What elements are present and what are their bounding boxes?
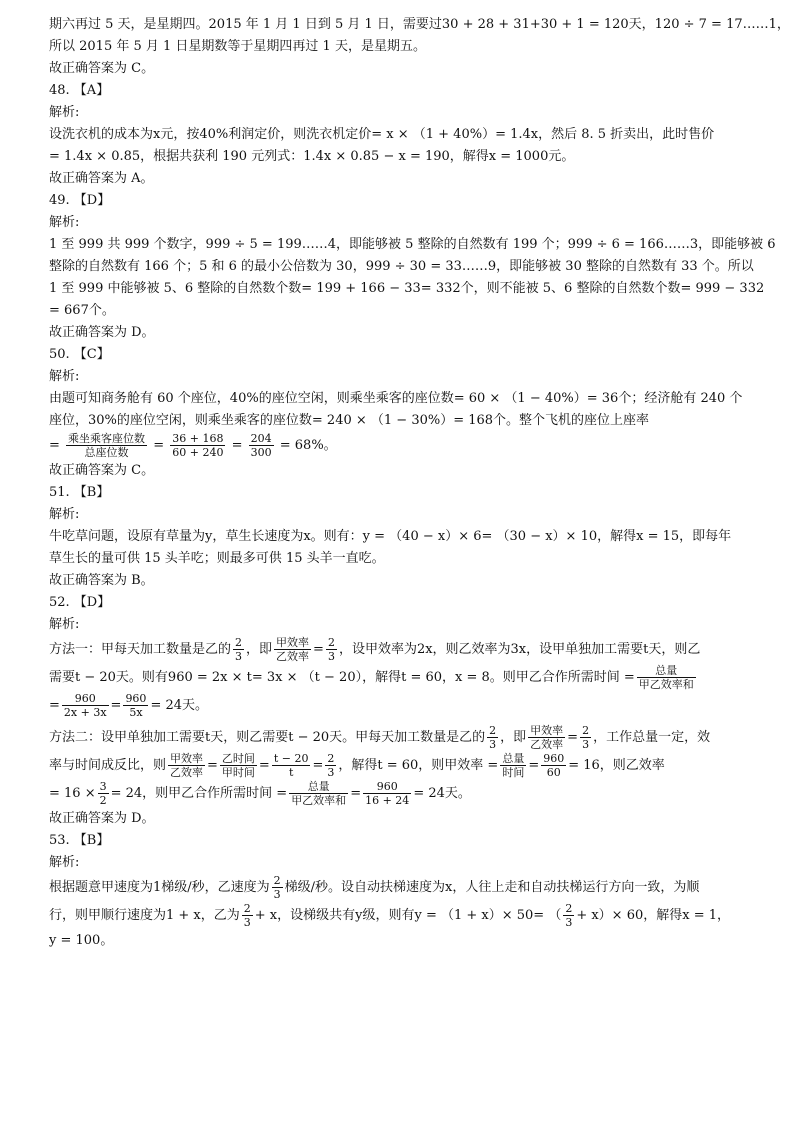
text-line: 1 至 999 中能够被 5、6 整除的自然数个数= 199 + 166 − 33= 332个，则不能被 5、6 整除的自然数个数= 999 − 332 [49,281,765,296]
text-run: = [49,698,60,713]
fraction [242,902,253,929]
question-number: 52. 【D】 [49,595,111,610]
question-number: 48. 【A】 [49,83,110,98]
analysis-label: 解析: [49,369,80,384]
fraction-numerator: 总量 [307,780,330,793]
fraction-numerator: 2 [327,636,335,649]
analysis-label: 解析: [49,105,80,120]
fraction [487,724,498,751]
conclusion-line: 故正确答案为 A。 [49,171,154,186]
fraction-numerator: 2 [327,752,335,765]
fraction [233,636,244,663]
text-run: = [350,786,362,801]
text-line: 所以 2015 年 5 月 1 日星期数等于星期四再过 1 天，是星期五。 [49,39,426,54]
text-run: = 24天。 [413,786,471,801]
text-run: = 16，则乙效率 [568,758,665,773]
fraction-denominator: 2 [99,794,107,807]
fraction-numerator: 960 [74,692,96,705]
text-run: = 24，则甲乙合作所需时间 = [110,786,288,801]
text-line: 座位，30%的座位空闲，则乘坐乘客的座位数= 240 × （1 − 30%）= 168个。整个飞机的座位上座率 [49,413,650,428]
text-line: 牛吃草问题，设原有草量为y，草生长速度为x。则有：y = （40 − x）× 6= （30 − x）× 10，解得x = 15，即每年 [49,529,732,544]
fraction [220,752,257,779]
fraction-denominator: 时间 [502,766,525,779]
text-run: = [110,698,122,713]
question-number: 53. 【B】 [49,833,110,848]
fraction-numerator: 36 + 168 [172,432,224,445]
fraction-numerator: 960 [376,780,398,793]
fraction-numerator: 总量 [655,664,678,677]
fraction-numerator: 2 [273,874,281,887]
formula-line [49,636,761,664]
text-line: = 667个。 [49,303,115,318]
text-line: 整除的自然数有 166 个；5 和 6 的最小公倍数为 30，999 ÷ 30 = 33……9，即能够被 30 整除的自然数有 33 个。所以 [49,259,754,274]
fraction [541,752,566,779]
text-run: ，设甲效率为2x，则乙效率为3x，设甲单独加工需要t天，则乙 [338,642,701,657]
fraction-denominator: 3 [235,650,243,663]
text-line: 期六再过 5 天，是星期四。2015 年 1 月 1 日到 5 月 1 日，需要过30 + 28 + 31+30 + 1 = 120天，120 ÷ 7 = 17……1， [49,17,790,32]
fraction-denominator: 甲乙效率和 [291,794,347,807]
formula-line [49,902,761,930]
text-run: = [313,642,324,657]
formula-line [49,780,761,808]
fraction-numerator: 2 [243,902,251,915]
text-run: + x）× 60，解得x = 1， [576,908,731,923]
fraction-numerator: 乘坐乘客座位数 [68,432,146,445]
text-line: 草生长的量可供 15 头羊吃；则最多可供 15 头羊一直吃。 [49,551,385,566]
fraction-numerator: 2 [235,636,243,649]
text-run: = [528,758,540,773]
fraction-denominator: 300 [250,446,272,459]
fraction-denominator: 3 [273,888,281,901]
fraction [637,664,696,691]
text-run: = [231,438,243,453]
fraction-numerator: 2 [565,902,573,915]
text-run: ，即 [500,730,527,745]
text-line: y = 100。 [49,933,114,948]
text-run: = 24天。 [150,698,209,713]
fraction-numerator: t − 20 [273,752,309,765]
fraction [62,692,109,719]
fraction-denominator: 3 [243,916,251,929]
fraction-denominator: 甲乙效率和 [638,678,694,691]
fraction [326,636,337,663]
fraction [66,432,147,459]
text-line: 由题可知商务舱有 60 个座位，40%的座位空闲，则乘坐乘客的座位数= 60 × （1 − 40%）= 36个；经济舱有 240 个 [49,391,743,406]
conclusion-line: 故正确答案为 C。 [49,61,155,76]
formula-line [49,664,761,692]
text-run: 梯级/秒。设自动扶梯速度为x，人往上走和自动扶梯运行方向一致，为顺 [284,880,700,895]
text-run: ，即 [246,642,273,657]
analysis-label: 解析: [49,617,80,632]
fraction-denominator: 乙效率 [276,650,310,663]
fraction [528,724,565,751]
formula-line [49,752,761,780]
text-run: 根据题意甲速度为1梯级/秒，乙速度为 [49,880,270,895]
fraction-denominator: 乙效率 [170,766,204,779]
fraction [289,780,348,807]
fraction-numerator: 204 [250,432,272,445]
fraction [272,752,311,779]
fraction-numerator: 960 [543,752,565,765]
fraction-denominator: 3 [327,650,335,663]
text-run: 方法一：甲每天加工数量是乙的 [49,642,232,657]
formula-line [49,724,761,752]
fraction-denominator: 总座位数 [66,445,147,459]
text-run: = [49,438,60,453]
fraction-denominator: 5x [123,705,148,719]
fraction-denominator: 2x + 3x [63,706,107,719]
text-run: 率与时间成反比，则 [49,758,167,773]
fraction-denominator: 3 [582,738,590,751]
fraction-numerator: 3 [99,780,107,793]
fraction-numerator: 甲效率 [276,636,310,649]
conclusion-line: 故正确答案为 C。 [49,463,155,478]
fraction-denominator: 乙效率 [530,738,564,751]
fraction [325,752,336,779]
fraction-denominator: 甲时间 [221,766,255,779]
text-run: ，解得t = 60，则甲效率 = [338,758,499,773]
text-run: = [567,730,579,745]
conclusion-line: 故正确答案为 D。 [49,811,155,826]
text-run: = [207,758,218,773]
text-run: = [153,438,165,453]
formula-line [49,432,761,460]
analysis-label: 解析: [49,507,80,522]
fraction-numerator: 总量 [502,752,525,765]
fraction-denominator: 3 [489,738,497,751]
fraction-denominator: 3 [327,766,335,779]
fraction-numerator: 2 [489,724,497,737]
fraction-denominator: 3 [565,916,573,929]
fraction [170,432,225,459]
text-run: = [312,758,324,773]
fraction [168,752,205,779]
fraction-denominator: 60 + 240 [172,446,224,459]
analysis-label: 解析: [49,855,80,870]
text-run: = 68%。 [279,438,337,453]
fraction [274,636,311,663]
formula-line [49,692,761,720]
formula-line [49,874,761,902]
fraction-numerator: 乙时间 [221,752,255,765]
fraction-numerator: 甲效率 [530,724,564,737]
question-number: 49. 【D】 [49,193,111,208]
fraction [98,780,109,807]
fraction-numerator: 960 [125,692,147,705]
fraction [363,780,411,807]
conclusion-line: 故正确答案为 D。 [49,325,155,340]
fraction [500,752,526,779]
fraction [563,902,574,929]
question-number: 51. 【B】 [49,485,110,500]
fraction [123,692,148,719]
text-run: 方法二：设甲单独加工需要t天，则乙需要t − 20天。甲每天加工数量是乙的 [49,730,486,745]
fraction-denominator: t [272,765,311,779]
text-line: 1 至 999 共 999 个数字，999 ÷ 5 = 199……4，即能够被 5 整除的自然数有 199 个；999 ÷ 6 = 166……3，即能够被 6 [49,237,776,252]
conclusion-line: 故正确答案为 B。 [49,573,154,588]
fraction [272,874,283,901]
text-run: + x，设梯级共有y级，则有y = （1 + x）× 50= （ [254,908,562,923]
document-page [49,14,790,952]
text-run: = [258,758,270,773]
fraction-denominator: 16 + 24 [365,794,410,807]
text-run: 行，则甲顺行速度为1 + x，乙为 [49,908,240,923]
question-number: 50. 【C】 [49,347,110,362]
fraction [580,724,591,751]
text-run: ，工作总量一定，效 [593,730,711,745]
fraction-denominator: 60 [541,765,566,779]
fraction-numerator: 2 [582,724,590,737]
text-line: = 1.4x × 0.85，根据共获利 190 元列式：1.4x × 0.85 − x = 190，解得x = 1000元。 [49,149,575,164]
analysis-label: 解析: [49,215,80,230]
fraction-numerator: 甲效率 [170,752,204,765]
text-line: 设洗衣机的成本为x元，按40%利润定价，则洗衣机定价= x × （1 + 40%）= 1.4x，然后 8. 5 折卖出，此时售价 [49,127,715,142]
fraction [249,432,274,459]
text-run: 需要t − 20天。则有960 = 2x × t= 3x × （t − 20），解得t = 60，x = 8。则甲乙合作所需时间 = [49,670,635,685]
text-run: = 16 × [49,786,96,801]
